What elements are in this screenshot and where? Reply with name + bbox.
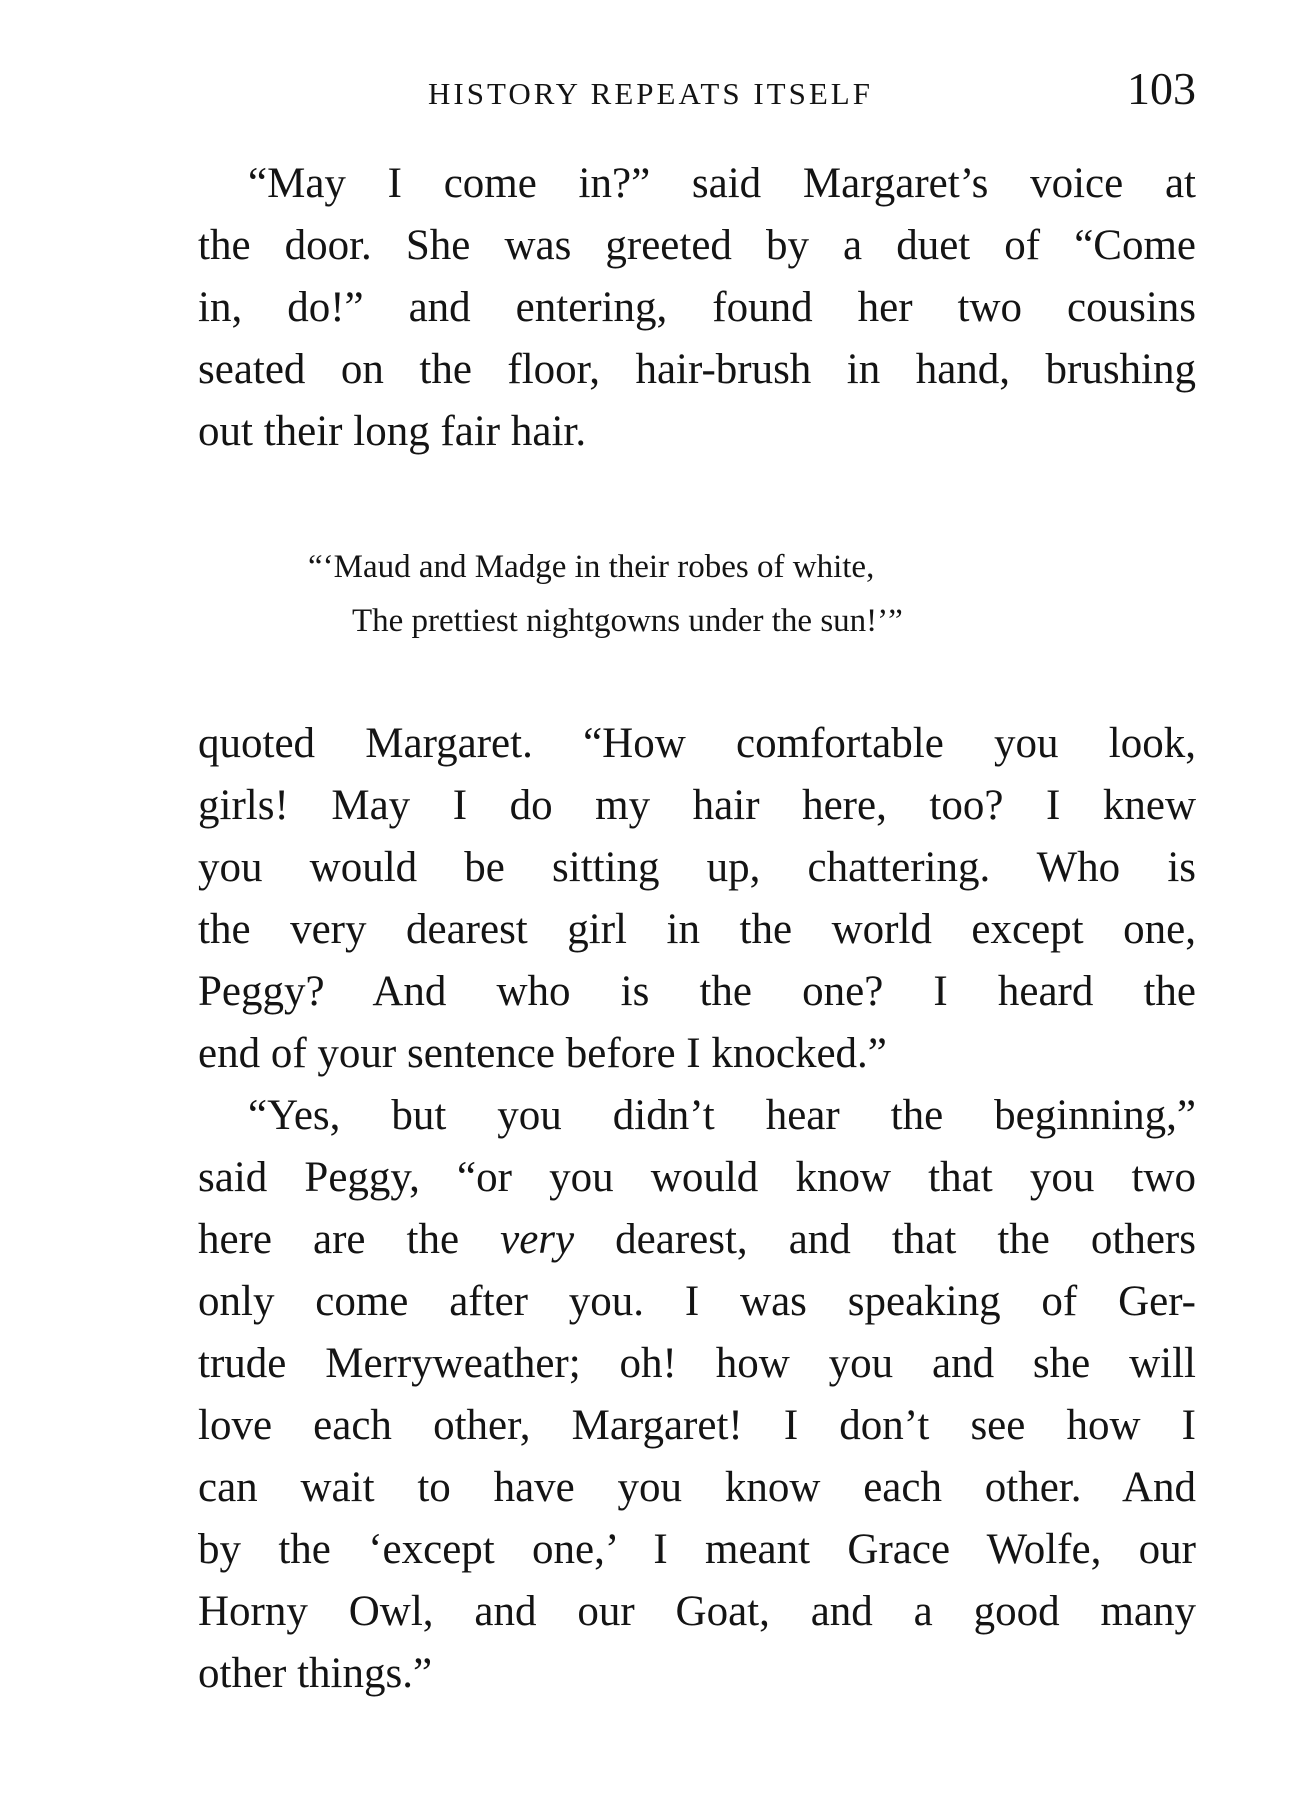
paragraph-2 bbox=[198, 713, 1196, 1705]
text-line: “Yes, but you didn’t hear the beginning,” bbox=[248, 1092, 1196, 1139]
chapter-title: HISTORY REPEATS ITSELF bbox=[428, 76, 873, 111]
text-line: other things.” bbox=[198, 1650, 433, 1697]
verse-line: The prettiest nightgowns under the sun!’” bbox=[352, 603, 903, 639]
text-line: trude Merryweather; oh! how you and she will bbox=[198, 1340, 1196, 1387]
text-line bbox=[198, 1209, 1196, 1271]
text-line: out their long fair hair. bbox=[198, 408, 587, 455]
text-line: by the ‘except one,’ I meant Grace Wolfe, our bbox=[198, 1526, 1196, 1573]
text-line: love each other, Margaret! I don’t see how I bbox=[198, 1402, 1196, 1449]
text-line: the door. She was greeted by a duet of “Come bbox=[198, 222, 1196, 269]
running-head bbox=[198, 62, 1196, 122]
page-number: 103 bbox=[1127, 63, 1196, 114]
text-line: Peggy? And who is the one? I heard the bbox=[198, 968, 1196, 1015]
verse-quotation bbox=[308, 540, 903, 648]
text-line: Horny Owl, and our Goat, and a good many bbox=[198, 1588, 1196, 1635]
verse-line: “‘Maud and Madge in their robes of white, bbox=[308, 549, 875, 585]
text-line: end of your sentence before I knocked.” bbox=[198, 1030, 887, 1077]
text-line: only come after you. I was speaking of Ger- bbox=[198, 1278, 1196, 1325]
text-line: seated on the floor, hair-brush in hand, brushing bbox=[198, 346, 1196, 393]
text-line: the very dearest girl in the world except one, bbox=[198, 906, 1196, 953]
emphasized-word: very bbox=[500, 1216, 575, 1263]
text-line: said Peggy, “or you would know that you two bbox=[198, 1154, 1196, 1201]
text-line: “May I come in?” said Margaret’s voice at bbox=[248, 160, 1196, 207]
text-line: quoted Margaret. “How comfortable you look, bbox=[198, 720, 1196, 767]
text-line: can wait to have you know each other. And bbox=[198, 1464, 1196, 1511]
text-line: you would be sitting up, chattering. Who is bbox=[198, 844, 1196, 891]
text-line: in, do!” and entering, found her two cousins bbox=[198, 284, 1196, 331]
text-line: girls! May I do my hair here, too? I knew bbox=[198, 782, 1196, 829]
text-run: here are the bbox=[198, 1216, 501, 1263]
text-run: dearest, and that the others bbox=[574, 1216, 1196, 1263]
paragraph-1 bbox=[198, 153, 1196, 463]
